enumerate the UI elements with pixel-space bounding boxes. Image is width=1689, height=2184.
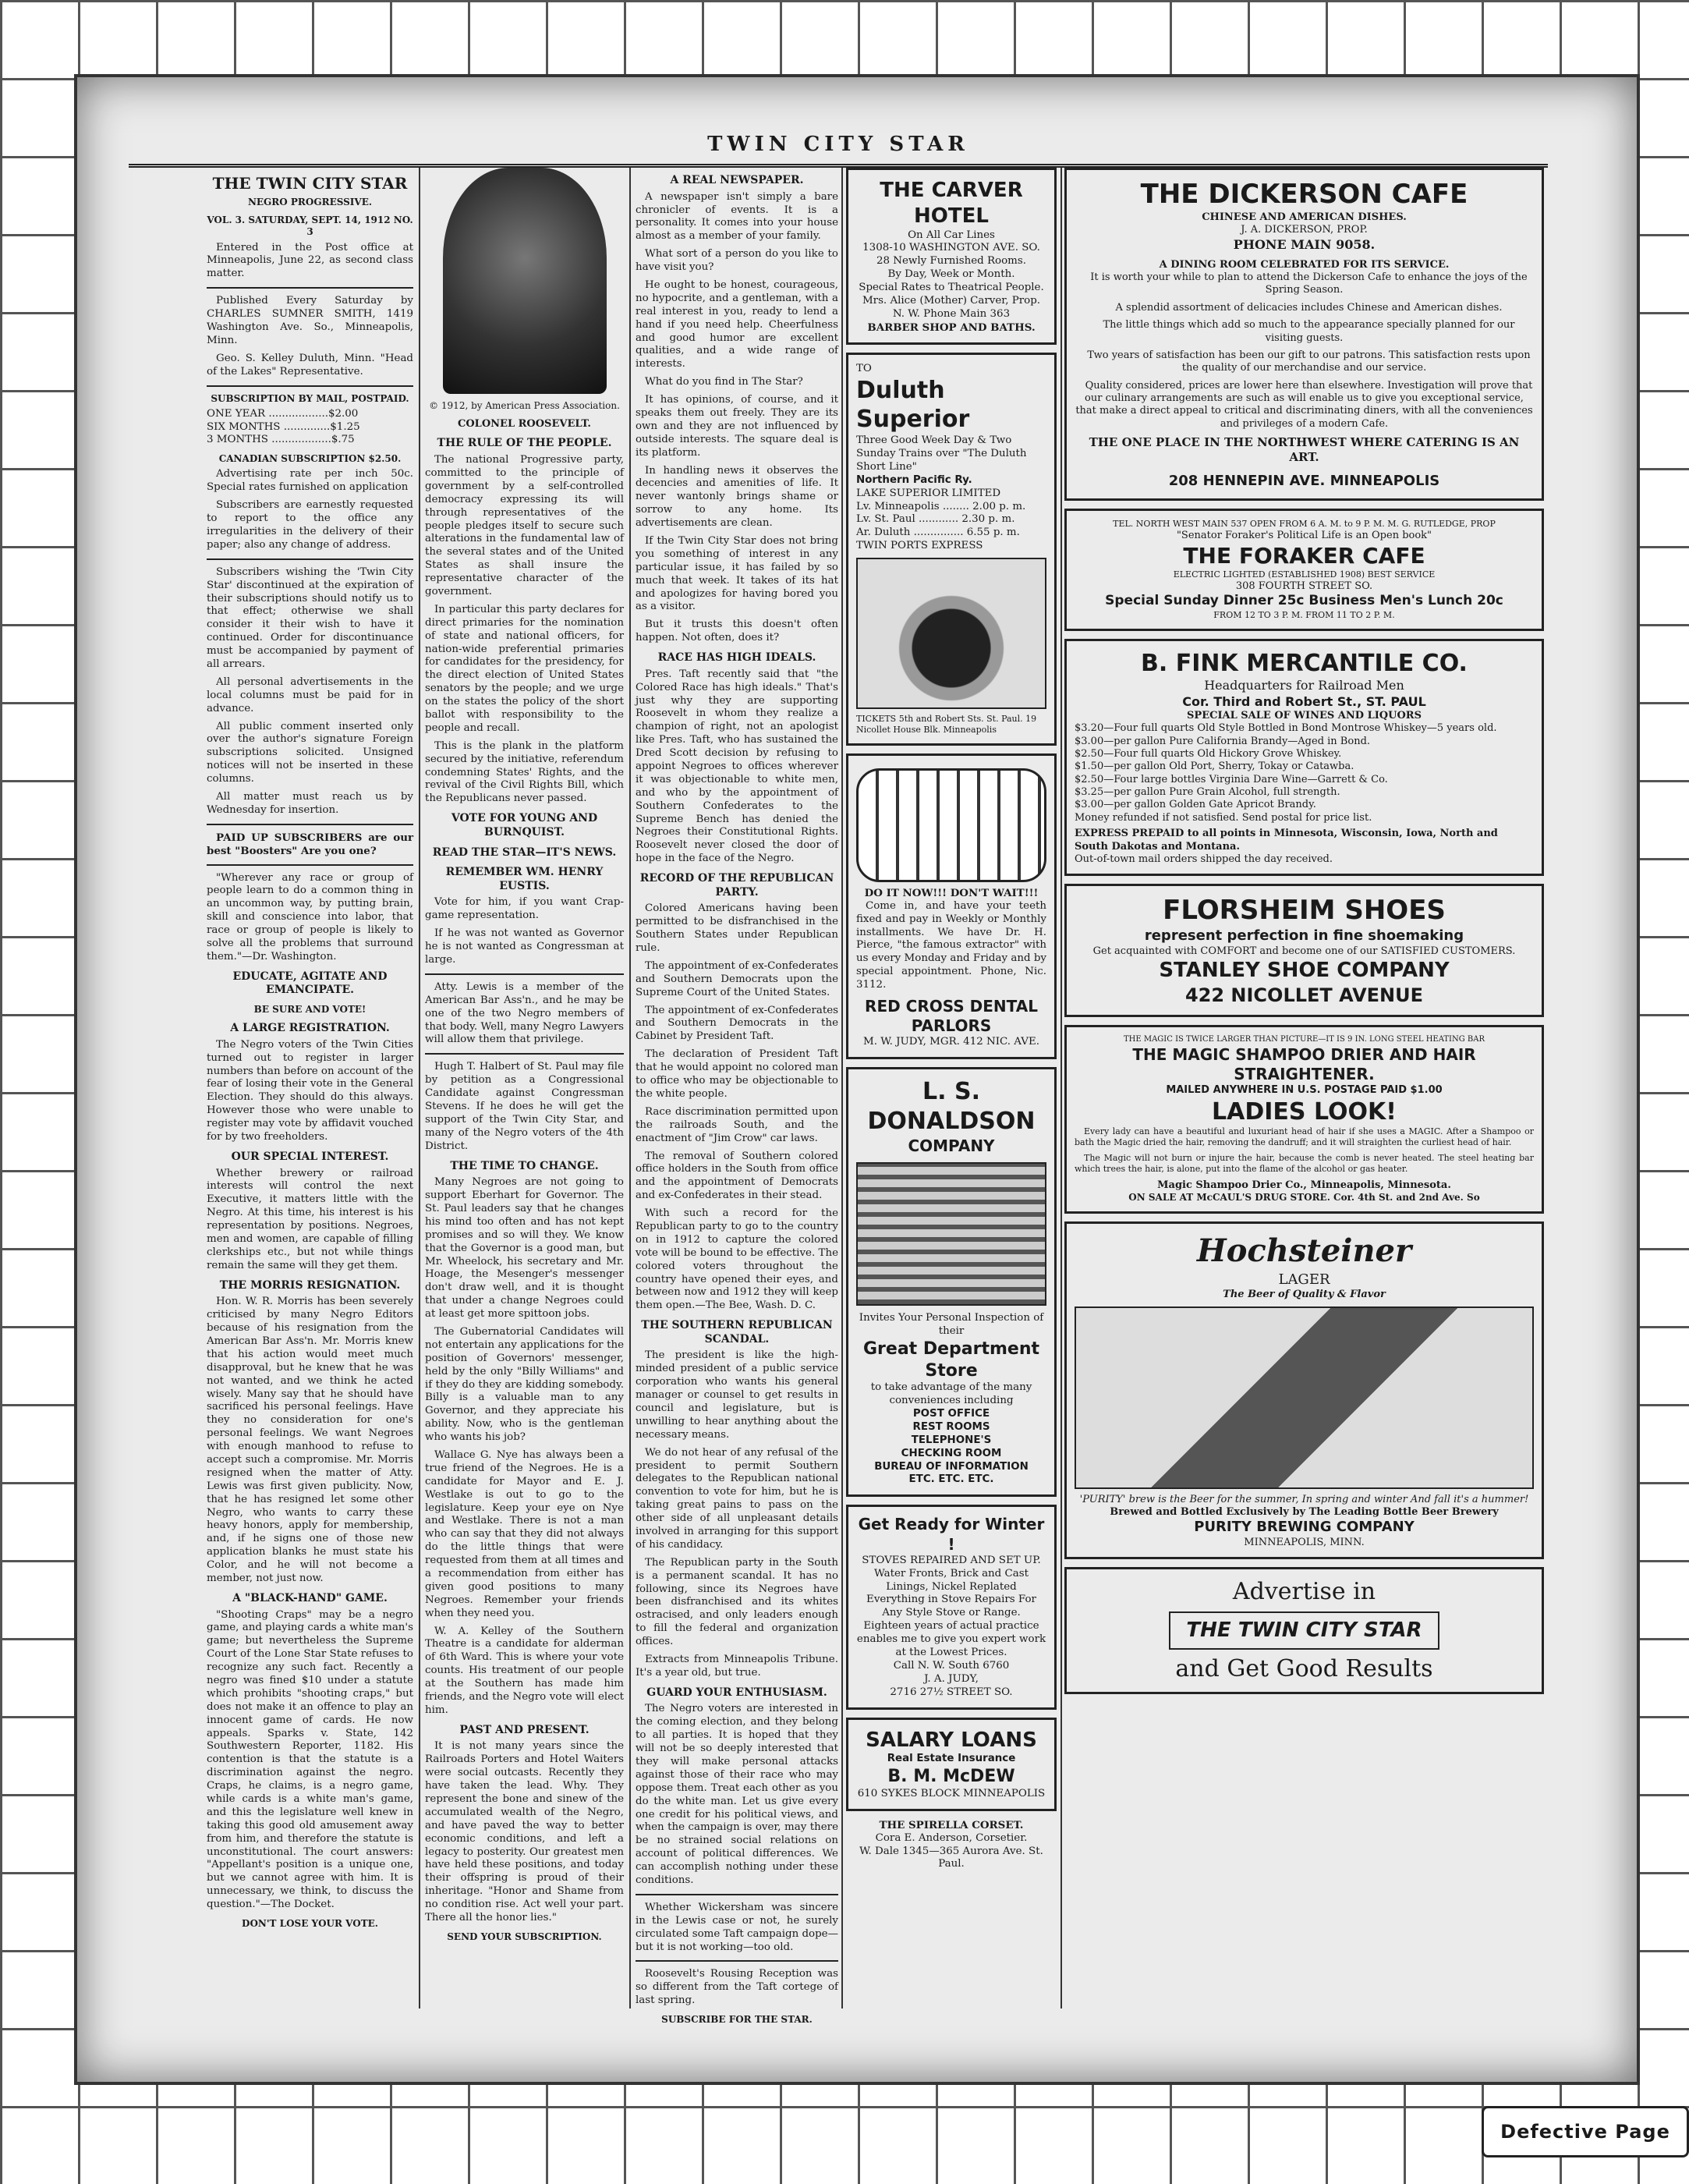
ad-line: W. Dale 1345—365 Aurora Ave. St. Paul.: [859, 1845, 1043, 1870]
ad-line: A splendid assortment of delicacies includes Chinese and American dishes.: [1115, 301, 1503, 314]
column-2: [425, 168, 624, 2008]
ad-line: COMPANY: [908, 1136, 995, 1155]
headline: THE MORRIS RESIGNATION.: [219, 1278, 401, 1292]
ad-title: Get Ready for Winter !: [858, 1515, 1045, 1554]
ad-line: Mrs. Alice (Mother) Carver, Prop.: [862, 294, 1041, 307]
ad-line: MINNEAPOLIS, MINN.: [1244, 1537, 1365, 1549]
divider: [207, 558, 413, 560]
florsheim-ad: [1064, 884, 1544, 1017]
ad-line: Lv. St. Paul ............ 2.30 p. m.: [856, 513, 1015, 526]
advertise-in-star-ad: [1064, 1567, 1544, 1693]
teeth-illustration: [856, 768, 1046, 882]
carver-hotel-ad: [846, 168, 1057, 345]
defective-page-tag: Defective Page: [1482, 2106, 1689, 2157]
article-text: What do you find in The Star?: [645, 376, 803, 388]
subscription-head: SUBSCRIPTION BY MAIL, POSTPAID.: [211, 392, 409, 404]
article-text: What sort of a person do you like to have visit you?: [636, 248, 838, 274]
ad-line: SPECIAL SALE OF WINES AND LIQUORS: [1187, 709, 1422, 722]
footer-note: SEND YOUR SUBSCRIPTION.: [447, 1930, 602, 1942]
donaldson-ad: [846, 1067, 1057, 1497]
masthead-title: TWIN CITY STAR: [707, 133, 969, 156]
divider: [207, 864, 413, 866]
ad-line: Every lady can have a beautiful and luxuriant head of hair if she uses a MAGIC. After a Shampoo or bath the Magic dried the hair, removing the dandruff; and it will straighten the curliest head of hair.: [1075, 1126, 1534, 1148]
column-rule: [1060, 168, 1062, 2008]
article-text: It has opinions, of course, and it speaks them out freely. They are its own and they are not influenced by outside interests. The square deal is its platform.: [636, 394, 838, 459]
ad-line: The Beer of Quality & Flavor: [1223, 1289, 1386, 1301]
article-text: It is not many years since the Railroads Porters and Hotel Waiters were social outcasts. Recently they have taken the lead. Why. They represent the bone and sinew of the accumulated wealth of the Negro, and have paved the way to better economic conditions, and left a legacy to posterity. Our greatest men have held these positions, and today their offspring is proud of their inheritage. "Honor and Shame from no condition rise. Act well your part. There all the honor lies.": [425, 1740, 624, 1923]
roosevelt-portrait: [443, 168, 607, 394]
article-text: Hon. W. R. Morris has been severely criticised by many Negro Editors because of his resignation from the American Bar Ass'n. Mr. Morris knew that his action would meet much disapproval, but he knew that he was not wanted, and we think he acted wisely. Many say that he should have sacrificed his personal feelings. Have they no consideration for one's personal feelings. We want Negroes with enough manhood to refuse to accept such a compromise. Mr. Morris resigned when the matter of Atty. Lewis was first given publicity. Now, that he has resigned let some other Negro, who wants to carry these heavy honors, apply for membership, and, if he signs one of those new application blanks he must state his Color, and he will not become a member, not just now.: [207, 1296, 413, 1584]
price-line: $2.50—Four full quarts Old Hickory Grove Whiskey.: [1075, 747, 1342, 760]
subscription-rate: 3 MONTHS ..................$.75: [207, 434, 355, 446]
ad-line: CHINESE AND AMERICAN DISHES.: [1202, 211, 1407, 223]
washington-quote: "Wherever any race or group of people learn to do a common thing in an uncommon way, by putting brain, skill and conscience into labor, that race or group of people is likely to solve all the problems that surround them."—Dr. Washington.: [207, 871, 413, 963]
ad-line: TO: [856, 362, 872, 374]
price-line: $3.00—per gallon Pure California Brandy—Aged in Bond.: [1075, 735, 1371, 747]
article-text: We do not hear of any refusal of the president to permit Southern delegates to the Republican national convention to vote for him, but he is taking great pains to pass on the other side of all unpleasant details involved in arranging for this support of his candidacy.: [636, 1446, 838, 1551]
ad-line: Headquarters for Railroad Men: [1204, 678, 1404, 693]
article-text: If the Twin City Star does not bring you something of interest in any particular issue, it has failed by so much that week. It takes of its hat and apologizes for having bored you as a visitor.: [636, 535, 838, 613]
ad-title: L. S. DONALDSON: [867, 1078, 1036, 1136]
issue-line: VOL. 3. SATURDAY, SEPT. 14, 1912 NO. 3: [207, 214, 413, 238]
article-text: Atty. Lewis is a member of the American Bar Ass'n., and he may be one of the two Negro members of that body. Well, many Negro Lawyers will allow them that privilege.: [425, 980, 624, 1046]
ad-line: ON SALE AT McCAUL'S DRUG STORE. Cor. 4th St. and 2nd Ave. So: [1128, 1192, 1480, 1204]
magic-shampoo-ad: [1064, 1025, 1544, 1214]
ad-line: BARBER SHOP AND BATHS.: [867, 321, 1036, 334]
ad-line: Call N. W. South 6760: [893, 1659, 1010, 1672]
ad-line: 2716 27½ STREET SO.: [890, 1686, 1013, 1698]
ad-title: FLORSHEIM SHOES: [1163, 895, 1446, 927]
ad-line: By Day, Week or Month.: [887, 268, 1015, 281]
article-text: The national Progressive party, committed to the principle of government by a self-controlled democracy expressing its will through representatives of the people pledges itself to secure such alterations in the fundamental law of the several states and of the United States as shall insure the representative character of the government.: [425, 454, 624, 598]
ad-line: Everything in Stove Repairs For Any Style Stove or Range.: [866, 1594, 1036, 1619]
ad-title: THE DICKERSON CAFE: [1140, 179, 1468, 210]
ad-line: and Get Good Results: [1175, 1655, 1433, 1682]
ad-line: Great Department Store: [862, 1338, 1039, 1381]
ad-line: "Senator Foraker's Political Life is an Open book": [1176, 529, 1432, 541]
store-illustration: [856, 1162, 1046, 1306]
ad-line: THE ONE PLACE IN THE NORTHWEST WHERE CATERING IS AN ART.: [1089, 435, 1520, 465]
ad-line: Brewed and Bottled Exclusively by The Leading Bottle Beer Brewery: [1110, 1506, 1499, 1519]
headline: A REAL NEWSPAPER.: [670, 174, 804, 186]
ad-line: THE SPIRELLA CORSET.: [879, 1818, 1024, 1831]
stove-repair-ad: [846, 1505, 1057, 1709]
ad-line: THE MAGIC IS TWICE LARGER THAN PICTURE—IT IS 9 IN. LONG STEEL HEATING BAR: [1123, 1035, 1485, 1044]
column-5-ads: [1064, 168, 1544, 2008]
divider: [636, 1960, 838, 1962]
photo-credit: © 1912, by American Press Association.: [429, 400, 620, 411]
ad-line: FROM 12 TO 3 P. M. FROM 11 TO 2 P. M.: [1213, 609, 1395, 620]
headline: REMEMBER WM. HENRY EUSTIS.: [445, 866, 604, 892]
divider: [207, 824, 413, 825]
ad-line: Invites Your Personal Inspection of their: [859, 1312, 1044, 1337]
ad-line: J. A. DICKERSON, PROP.: [1241, 224, 1368, 236]
ad-line: The little things which add so much to the appearance specially planned for our visiting guests.: [1103, 319, 1515, 344]
price-line: $2.50—Four large bottles Virginia Dare Wine—Garrett & Co.: [1075, 773, 1388, 785]
photo-caption: COLONEL ROOSEVELT.: [458, 418, 591, 431]
article-text: He ought to be honest, courageous, no hypocrite, and a gentleman, with a real interest in you, ready to lend a hand if you need help. Cheerfulness and good humor are excellent qualities, and a wide range of interests.: [636, 278, 838, 370]
column-rule: [629, 168, 631, 2008]
column-rule: [841, 168, 843, 2008]
article-text: Many Negroes are not going to support Eberhart for Governor. The St. Paul leaders say that he changes his mind too often and has not kept promises and so will they. We know that the Governor is a good man, but Mr. Wheelock, his secretary and Mr. Hoage, the Mesenger's messenger don't draw well, and it is thought that under a change Negroes could at least get more spittoon jobs.: [425, 1176, 624, 1321]
column-1: [207, 168, 413, 2008]
ad-line: M. W. JUDY, MGR. 412 NIC. AVE.: [863, 1036, 1039, 1048]
ad-title: THE MAGIC SHAMPOO DRIER AND HAIR STRAIGHTENER.: [1132, 1044, 1476, 1083]
boosters-note: PAID UP SUBSCRIBERS are our best "Boosters" Are you one?: [207, 831, 413, 857]
article-text: This is the plank in the platform secured by the initiative, referendum condemning States' Rights, and the revival of the Civil Rights Bill, which the Republicans never passed.: [425, 739, 624, 805]
ad-line: ETC. ETC. ETC.: [908, 1473, 994, 1486]
headline: THE RULE OF THE PEOPLE.: [437, 437, 612, 450]
ad-line: LAGER: [1278, 1271, 1330, 1288]
publisher: Published Every Saturday by CHARLES SUMNER SMITH, 1419 Washington Ave. So., Minneapolis, Minn.: [207, 295, 413, 346]
ad-title: RED CROSS DENTAL PARLORS: [865, 996, 1038, 1036]
ad-line: J. A. JUDY,: [924, 1672, 979, 1685]
article-text: W. A. Kelley of the Southern Theatre is a candidate for alderman of 6th Ward. This is where your vote counts. His treatment of our people at the Southern has made him friends, and the Negro vote will elect him.: [425, 1625, 624, 1716]
ad-line: LADIES LOOK!: [1212, 1097, 1397, 1126]
divider: [207, 287, 413, 289]
ad-line: Come in, and have your teeth fixed and pay in Weekly or Monthly installments. We have Dr. H. Pierce, "the famous extractor" with us every Monday and Friday and by special appointment. Phone, Nic. 3112.: [856, 899, 1046, 991]
ad-line: Magic Shampoo Drier Co., Minneapolis, Minnesota.: [1157, 1179, 1451, 1191]
representative: Geo. S. Kelley Duluth, Minn. "Head of the Lakes" Representative.: [207, 352, 413, 378]
divider: [636, 1894, 838, 1895]
article-text: The Negro voters of the Twin Cities turned out to register in larger numbers than before on account of the fear of losing their vote in the General Election. They should do this always. However those who were unable to register may vote by affidavit vouched for by two freeholders.: [207, 1038, 414, 1143]
footer-note: SUBSCRIBE FOR THE STAR.: [661, 2014, 813, 2026]
ad-line: PHONE MAIN 9058.: [1233, 236, 1376, 252]
ad-line: MAILED ANYWHERE IN U.S. POSTAGE PAID $1.00: [1166, 1084, 1443, 1097]
headline: A "BLACK-HAND" GAME.: [232, 1591, 388, 1604]
price-line: Money refunded if not satisfied. Send postal for price list.: [1075, 811, 1372, 824]
dickerson-cafe-ad: [1064, 168, 1544, 501]
ad-line: Cora E. Anderson, Corsetier.: [875, 1831, 1028, 1844]
foraker-cafe-ad: [1064, 509, 1544, 631]
paper-subtitle: NEGRO PROGRESSIVE.: [247, 197, 373, 208]
ad-line: On All Car Lines: [908, 229, 995, 241]
ad-title: SALARY LOANS: [866, 1728, 1037, 1752]
ad-line: to take advantage of the many conveniences including: [870, 1381, 1032, 1407]
headline: READ THE STAR—IT'S NEWS.: [432, 846, 617, 859]
article-text: A newspaper isn't simply a bare chronicler of events. It is a personality. It comes into your house almost as a member of your family.: [636, 190, 838, 243]
headline: RACE HAS HIGH IDEALS.: [657, 651, 816, 665]
article-text: Pres. Taft recently said that "the Colored Race has high ideals." That's just why they are supporting Roosevelt in whom they realize a champion of right, not an apologist like Pres. Taft, who has sustained the Dred Scott decision by refusing to appoint Negroes to offices wherever it was objectionable to white men, and who by the appointment of Southern Confederates to the Supreme Bench has denied the Negroes their Constitutional Rights. Roosevelt never closed the door of hope in the face of the Negro.: [636, 668, 838, 865]
ad-line: 'PURITY' brew is the Beer for the summer, In spring and winter And fall it's a hummer!: [1079, 1493, 1529, 1505]
ad-line: 610 SYKES BLOCK MINNEAPOLIS: [857, 1787, 1046, 1799]
ad-line: ELECTRIC LIGHTED (ESTABLISHED 1908) BEST SERVICE: [1173, 569, 1436, 580]
ad-line: It is worth your while to plan to attend the Dickerson Cafe to enhance the joys of the Spring Season.: [1090, 271, 1528, 296]
ad-line: Lv. Minneapolis ........ 2.00 p. m.: [856, 500, 1026, 512]
footer-note: DON'T LOSE YOUR VOTE.: [242, 1918, 378, 1929]
ad-line: 1308-10 WASHINGTON AVE. SO.: [862, 242, 1040, 254]
ad-line: TWIN PORTS EXPRESS: [856, 540, 983, 552]
hochsteiner-lager-ad: [1064, 1221, 1544, 1559]
divider: [425, 1053, 624, 1055]
spirella-ad: [846, 1819, 1057, 1872]
notice: All matter must reach us by Wednesday for insertion.: [207, 791, 413, 816]
ad-line: 208 HENNEPIN AVE. MINNEAPOLIS: [1168, 473, 1440, 490]
column-4-ads: [846, 168, 1057, 2008]
article-text: But it trusts this doesn't often happen. Not often, does it?: [636, 619, 838, 644]
ad-line: STOVES REPAIRED AND SET UP. Water Fronts, Brick and Cast Linings, Nickel Replated: [862, 1554, 1041, 1593]
ad-title: THE CARVER HOTEL: [880, 179, 1023, 228]
ad-line: The Magic will not burn or injure the hair, because the comb is never heated. The steel heating bar which trees the hair, is alone, put into the flame of the alcohol or gas heater.: [1075, 1153, 1534, 1174]
ad-line: Northern Pacific Ry.: [856, 473, 972, 486]
article-text: The president is like the high-minded president of a public service corporation who wants his general manager or counsel to get results in council and legislature, but is unwilling to hear anything about the necessary means.: [636, 1349, 838, 1441]
headline: PAST AND PRESENT.: [459, 1723, 590, 1736]
price-line: $1.50—per gallon Old Port, Sherry, Tokay or Catawba.: [1075, 760, 1354, 773]
ad-line: A DINING ROOM CELEBRATED FOR ITS SERVICE.: [1159, 258, 1450, 271]
locomotive-illustration: [856, 558, 1046, 709]
ad-line: Three Good Week Day & Two Sunday Trains over "The Duluth Short Line": [856, 434, 1027, 473]
ad-line: Quality considered, prices are lower here than elsewhere. Investigation will prove that our culinary arrangements are such as will enable us to give you exceptional service, that make a direct appeal to critical and discriminating diners, with all the conveniences and privileges of a modern Cafe.: [1075, 379, 1533, 430]
salary-loans-ad: [846, 1718, 1057, 1811]
ad-line: REST ROOMS: [912, 1420, 990, 1433]
column-3: [636, 168, 839, 2026]
ad-line: Ar. Duluth ............... 6.55 p. m.: [856, 526, 1020, 539]
ad-line: Eighteen years of actual practice enables me to give you expert work at the Lowest Prices.: [856, 1620, 1046, 1658]
subscription-rate: CANADIAN SUBSCRIPTION $2.50.: [218, 453, 402, 465]
article-text: The Republican party in the South is a permanent scandal. It has no following, since its Negroes have been disfranchised and its whites ostracised, and only leaders enough to fill the federal and organization offices.: [636, 1556, 838, 1648]
article-text: Wallace G. Nye has always been a true friend of the Negroes. He is a candidate for Mayor and E. J. Westlake is out to go to the legislature. Keep your eye on Nye and Westlake. There is not a man who can say that they did not always do the little things that were requested from them at all times and a recommendation from either has given good positions to many Negroes. Remember your friends when they need you.: [425, 1448, 624, 1619]
article-text: The Gubernatorial Candidates will not entertain any applications for the position of Governors' messenger, held by the only "Billy Williams" and if they do they are kidding somebody. Billy is a valuable man to any Governor, and they appreciate his ability. Now, who is the gentleman who wants his job?: [425, 1325, 624, 1444]
headline: THE SOUTHERN REPUBLICAN SCANDAL.: [641, 1319, 833, 1346]
column-rule: [419, 168, 420, 2008]
ad-title: THE FORAKER CAFE: [1183, 542, 1425, 569]
ad-line: LAKE SUPERIOR LIMITED: [856, 487, 1001, 499]
ad-line: Special Sunday Dinner 25c Business Men's Lunch 20c: [1105, 593, 1503, 609]
ad-line: TELEPHONE'S: [911, 1434, 992, 1446]
article-text: The removal of Southern colored office holders in the South from office and the appointment of Democrats and ex-Confederates in their stead.: [636, 1150, 838, 1202]
article-text: The appointment of ex-Confederates and Southern Democrats in the Cabinet by President Taft.: [636, 1004, 839, 1043]
notice: Subscribers are earnestly requested to report to the office any irregularities in the delivery of their paper; also any change of address.: [207, 499, 413, 551]
ad-title: Hochsteiner: [1196, 1232, 1412, 1270]
article-text: Whether brewery or railroad interests will control the next Executive, it matters little with the Negro. At this time, his interest is his representation by positions. Negroes, men and women, are capable of filling clerkships etc., but not while things remain the same will they get them.: [207, 1167, 413, 1271]
article-text: Vote for him, if you want Crap-game representation.: [425, 896, 624, 922]
article-text: With such a record for the Republican party to go to the country on in 1912 to capture the colored vote will be bound to be effective. The colored voters throughout the country have opened their eyes, and between now and 1912 they will keep them open.—The Bee, Wash. D. C.: [636, 1207, 838, 1312]
subscription-rate: ONE YEAR ..................$2.00: [207, 407, 359, 420]
entered-note: Entered in the Post office at Minneapolis, June 22, as second class matter.: [207, 241, 413, 280]
article-text: Whether Wickersham was sincere in the Lewis case or not, he surely circulated some Taft campaign dope—but it is not working—too old.: [636, 1901, 838, 1953]
beer-bottle-illustration: [1075, 1306, 1534, 1489]
article-text: Colored Americans having been permitted to be disfranchised in the Southern States under Republican rule.: [636, 902, 838, 955]
masthead: [129, 133, 1548, 168]
ad-line: 28 Newly Furnished Rooms.: [876, 255, 1026, 268]
ad-line: TICKETS 5th and Robert Sts. St. Paul. 19 Nicollet House Blk. Minneapolis: [856, 714, 1037, 735]
ad-line: TEL. NORTH WEST MAIN 537 OPEN FROM 6 A. M. to 9 P. M. M. G. RUTLEDGE, PROP: [1113, 518, 1496, 529]
headline: OUR SPECIAL INTEREST.: [231, 1150, 389, 1163]
ad-line: PURITY BREWING COMPANY: [1194, 1519, 1415, 1536]
ad-line: 422 NICOLLET AVENUE: [1184, 984, 1424, 1006]
divider: [207, 385, 413, 387]
article-text: Extracts from Minneapolis Tribune. It's a year old, but true.: [636, 1654, 838, 1679]
ad-line: Out-of-town mail orders shipped the day received.: [1075, 853, 1333, 865]
ad-line: Get acquainted with COMFORT and become one of our SATISFIED CUSTOMERS.: [1092, 945, 1516, 957]
notice: All public comment inserted only over the author's signature Foreign subscriptions solicited. Unsigned notices will not be inserted in these columns.: [207, 720, 413, 785]
ad-line: 308 FOURTH STREET SO.: [1235, 580, 1373, 593]
headline: THE TIME TO CHANGE.: [450, 1159, 599, 1172]
northern-pacific-ad: [846, 353, 1057, 746]
paper-title: THE TWIN CITY STAR: [212, 174, 408, 193]
price-line: $3.00—per gallon Golden Gate Apricot Brandy.: [1075, 799, 1316, 811]
headline: BE SURE AND VOTE!: [253, 1004, 366, 1016]
ad-line: BUREAU OF INFORMATION: [874, 1460, 1029, 1473]
ad-line: POST OFFICE: [912, 1408, 990, 1420]
star-logo: THE TWIN CITY STAR: [1169, 1611, 1439, 1650]
headline: RECORD OF THE REPUBLICAN PARTY.: [639, 872, 834, 899]
headline: A LARGE REGISTRATION.: [230, 1022, 390, 1035]
notice: Subscribers wishing the 'Twin City Star' discontinued at the expiration of their subscriptions should notify us to that effect; otherwise we shall consider it their wish to have it continued. Order for discontinuance must be accompanied by payment of all arrears.: [207, 566, 413, 670]
article-text: The Negro voters are interested in the coming election, and they belong to all parties. It is hoped that they will not be so deeply interested that they will make personal attacks against those of their race who may oppose them. Treat each other as you do the white man. Let us give every one credit for his political views, and when the campaign is over, may there be no strained social relations on account of political differences. We can accomplish nothing under these conditions.: [636, 1703, 838, 1887]
ad-line: STANLEY SHOE COMPANY: [1159, 959, 1450, 983]
ad-line: DO IT NOW!!! DON'T WAIT!!!: [864, 886, 1039, 899]
advertising-rate: Advertising rate per inch 50c. Special rates furnished on application: [207, 468, 413, 494]
article-text: Hugh T. Halbert of St. Paul may file by petition as a Congressional Candidate against Congressman Stevens. If he does he will get the support of the Twin City Star, and many of the Negro voters of the 4th District.: [425, 1061, 624, 1152]
headline: GUARD YOUR ENTHUSIASM.: [646, 1686, 827, 1699]
ad-line: Advertise in: [1232, 1578, 1376, 1606]
dental-parlors-ad: [846, 753, 1057, 1059]
subscription-rate: SIX MONTHS ..............$1.25: [207, 420, 360, 433]
article-text: The declaration of President Taft that he would appoint no colored man to office who may be objectionable to the white people.: [636, 1048, 838, 1100]
price-line: $3.20—Four full quarts Old Style Bottled in Bond Montrose Whiskey—5 years old.: [1075, 722, 1497, 735]
article-text: In particular this party declares for direct primaries for the nomination of state and national officers, for nation-wide preferential primaries for candidates for the presidency, for the direct election of United States senators by the people; and we urge on the states the policy of the short ballot with responsibility to the people and recall.: [425, 603, 624, 734]
ad-line: Real Estate Insurance: [887, 1753, 1016, 1765]
headline: EDUCATE, AGITATE AND EMANCIPATE.: [232, 970, 388, 997]
article-text: In handling news it observes the decencies and amenities of life. It never wantonly brings shame or sorrow to any home. Its advertisements are clean.: [636, 464, 838, 530]
divider: [425, 973, 624, 975]
ad-title: Duluth Superior: [856, 376, 970, 434]
article-text: The appointment of ex-Confederates and Southern Democrats upon the Supreme Court of the United States.: [636, 959, 839, 998]
notice: All personal advertisements in the local columns must be paid for in advance.: [207, 675, 413, 714]
article-text: "Shooting Craps" may be a negro game, and playing cards a white man's game; but nevertheless the Supreme Court of the Lone Star State refuses to recognize any such fact. Recently a negro was fined $10 under a statute which prohibits "shooting craps," but does not make it an offence to play an innocent game of cards. He now appeals. Sparks v. State, 142 Southwestern Reporter, 1182. His contention is that the statute is a discrimination against the negro. Craps, he claims, is a negro game, while cards is a white man's game, and this the legislature well knew in taking this good old amusement away from him, and therefore the statute is unconstitutional. The court answers: "Appellant's position is a unique one, but we cannot agree with him. It is unnecessary, we think, to discuss the question."—The Docket.: [207, 1608, 413, 1911]
ad-line: CHECKING ROOM: [901, 1447, 1002, 1459]
ad-line: Two years of satisfaction has been our gift to our patrons. This satisfaction rests upon the quality of our merchandise and our service.: [1087, 349, 1531, 374]
ad-line: Special Rates to Theatrical People.: [859, 282, 1044, 294]
ad-line: N. W. Phone Main 363: [892, 307, 1011, 320]
ad-line: represent perfection in fine shoemaking: [1144, 927, 1464, 945]
article-text: If he was not wanted as Governor he is not wanted as Congressman at large.: [425, 927, 624, 966]
headline: VOTE FOR YOUNG AND BURNQUIST.: [451, 812, 598, 838]
article-text: Race discrimination permitted upon the railroads South, and the enactment of "Jim Crow" car laws.: [636, 1105, 838, 1144]
ad-line: EXPRESS PREPAID to all points in Minnesota, Wisconsin, Iowa, North and South Dakotas and Montana.: [1075, 828, 1498, 853]
fink-mercantile-ad: [1064, 639, 1544, 877]
article-text: Roosevelt's Rousing Reception was so different from the Taft cortege of last spring.: [636, 1968, 838, 2007]
ad-line: B. M. McDEW: [887, 1767, 1015, 1787]
price-line: $3.25—per gallon Pure Grain Alcohol, full strength.: [1075, 786, 1340, 799]
ad-title: B. FINK MERCANTILE CO.: [1141, 649, 1468, 677]
ad-line: Cor. Third and Robert St., ST. PAUL: [1182, 693, 1426, 709]
